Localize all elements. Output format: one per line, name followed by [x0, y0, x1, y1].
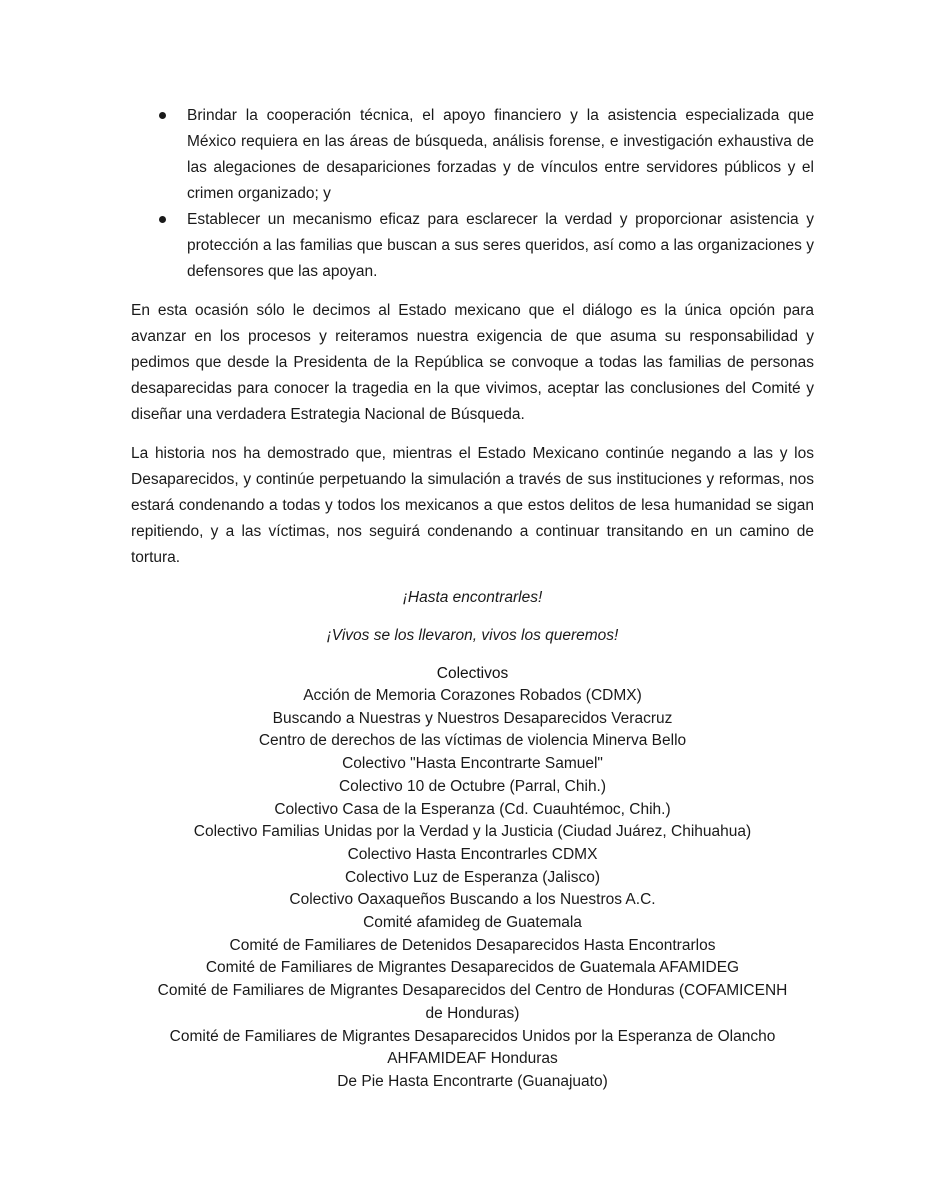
list-item: Colectivo Casa de la Esperanza (Cd. Cuauhtémoc, Chih.) — [274, 800, 671, 818]
collectives-list — [131, 685, 814, 1094]
collectives-heading: Colectivos — [436, 665, 509, 682]
body-paragraph: La historia nos ha demostrado que, mientras el Estado Mexicano continúe negando a las y los Desaparecidos, y continúe perpetuando la simulación a través de sus instituciones y reformas, nos estará condenando a todas y todos los mexicanos a que estos delitos de lesa humanidad se sigan repitiendo, y a las víctimas, nos seguirá condenando a continuar transitando en un camino de tortura. — [131, 445, 814, 566]
list-item: Comité de Familiares de Migrantes Desaparecidos Unidos por la Esperanza de Olancho — [169, 1027, 776, 1045]
motto-line: ¡Hasta encontrarles! — [402, 589, 543, 606]
list-item: Colectivo "Hasta Encontrarte Samuel" — [342, 755, 603, 773]
bullet-text: Establecer un mecanismo eficaz para esclarecer la verdad y proporcionar asistencia y protección a las familias que buscan a sus seres queridos, así como a las organizaciones y defensores que las apoyan. — [187, 211, 814, 280]
list-item: Colectivo Oaxaqueños Buscando a los Nuestros A.C. — [289, 891, 656, 909]
demands-list — [131, 103, 814, 285]
list-item: AHFAMIDEAF Honduras — [387, 1050, 558, 1068]
list-item: Comité de Familiares de Migrantes Desaparecidos del Centro de Honduras (COFAMICENH — [157, 982, 788, 1000]
list-item: Centro de derechos de las víctimas de violencia Minerva Bello — [258, 732, 687, 750]
list-item: Colectivo Familias Unidas por la Verdad y la Justicia (Ciudad Juárez, Chihuahua) — [193, 823, 752, 841]
list-item: Comité de Familiares de Migrantes Desaparecidos de Guatemala AFAMIDEG — [205, 959, 740, 977]
list-item: Buscando a Nuestras y Nuestros Desaparecidos Veracruz — [272, 709, 673, 727]
list-item: Colectivo Hasta Encontrarles CDMX — [347, 845, 598, 863]
list-item: De Pie Hasta Encontrarte (Guanajuato) — [337, 1072, 608, 1090]
bullet-icon — [159, 112, 166, 119]
body-paragraph: En esta ocasión sólo le decimos al Estado mexicano que el diálogo es la única opción para avanzar en los procesos y reiteramos nuestra exigencia de que asuma su responsabilidad y pedimos que desde la Presidenta de la República se convoque a todas las familias de personas desaparecidas para conocer la tragedia en la que vivimos, aceptar las conclusiones del Comité y diseñar una verdadera Estrategia Nacional de Búsqueda. — [131, 302, 814, 423]
list-item — [131, 103, 814, 207]
bullet-icon — [159, 216, 166, 223]
list-item: Comité de Familiares de Detenidos Desaparecidos Hasta Encontrarlos — [229, 936, 716, 954]
list-item: Colectivo 10 de Octubre (Parral, Chih.) — [338, 777, 607, 795]
list-item: de Honduras) — [425, 1004, 520, 1022]
list-item — [131, 207, 814, 285]
motto-line: ¡Vivos se los llevaron, vivos los queremos! — [326, 627, 619, 644]
bullet-text: Brindar la cooperación técnica, el apoyo financiero y la asistencia especializada que México requiera en las áreas de búsqueda, análisis forense, e investigación exhaustiva de las alegaciones de desapariciones forzadas y de vínculos entre servidores públicos y el crimen organizado; y — [187, 107, 814, 202]
list-item: Colectivo Luz de Esperanza (Jalisco) — [344, 868, 600, 886]
list-item: Acción de Memoria Corazones Robados (CDMX) — [303, 687, 642, 704]
list-item: Comité afamideg de Guatemala — [363, 914, 582, 932]
